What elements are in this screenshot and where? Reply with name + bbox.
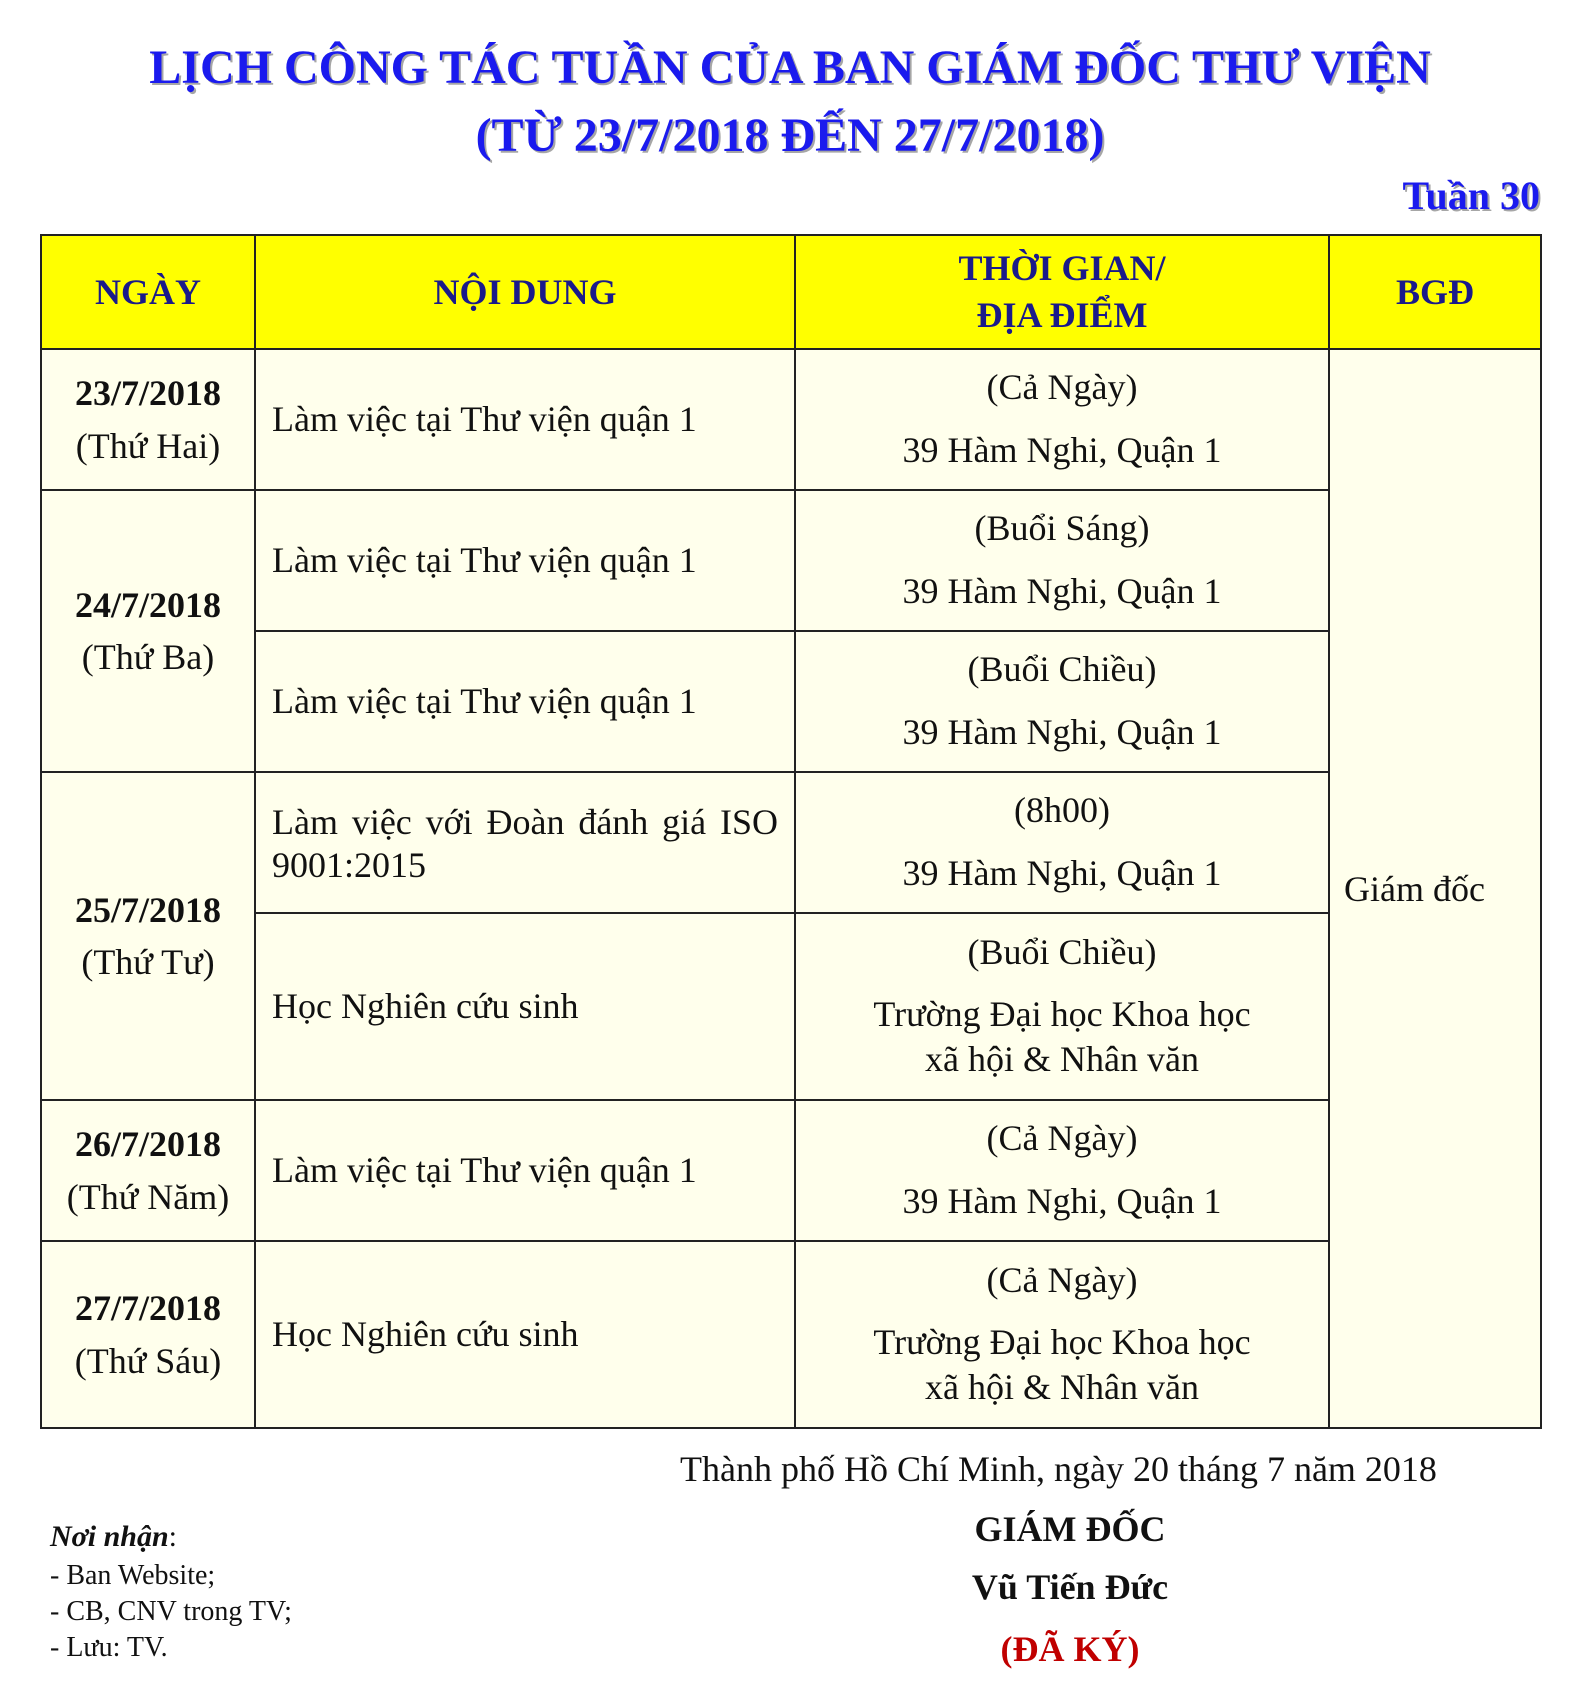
- time-place-cell: [795, 1241, 1329, 1428]
- time-period: (Buổi Chiều): [967, 931, 1157, 972]
- place-address-line2: xã hội & Nhân văn: [925, 1039, 1199, 1080]
- content-cell: Làm việc tại Thư viện quận 1: [255, 1100, 795, 1241]
- date-value: 23/7/2018: [74, 373, 221, 414]
- signed-stamp-text: (ĐÃ KÝ): [1000, 1629, 1140, 1669]
- time-period: (Cả Ngày): [986, 1118, 1138, 1159]
- place-address: 39 Hàm Nghi, Quận 1: [902, 1180, 1222, 1221]
- time-place-cell: [795, 349, 1329, 490]
- date-value: 27/7/2018: [74, 1288, 221, 1329]
- column-header-bgd: BGĐ: [1329, 235, 1541, 349]
- date-cell: [41, 490, 255, 772]
- table-row: [41, 772, 1541, 913]
- date-range-title: (TỪ 23/7/2018 ĐẾN 27/7/2018): [475, 109, 1105, 162]
- date-value: 24/7/2018: [74, 584, 221, 625]
- place-address: 39 Hàm Nghi, Quận 1: [902, 711, 1222, 752]
- column-header-place: ĐỊA ĐIỂM: [976, 295, 1148, 335]
- date-cell: [41, 772, 255, 1100]
- place-address: 39 Hàm Nghi, Quận 1: [902, 852, 1222, 893]
- date-cell: [41, 1241, 255, 1428]
- schedule-table: [40, 234, 1542, 1429]
- table-row: [41, 1241, 1541, 1428]
- content-cell: Làm việc tại Thư viện quận 1: [255, 631, 795, 772]
- date-value: 25/7/2018: [74, 889, 221, 930]
- weekday-value: (Thứ Tư): [81, 942, 215, 982]
- signer-name: Vũ Tiến Đức: [971, 1567, 1169, 1607]
- column-header-content: NỘI DUNG: [255, 235, 795, 349]
- table-row: [41, 1100, 1541, 1241]
- recipient-item: - Lưu: TV.: [50, 1632, 168, 1663]
- place-address-line2: xã hội & Nhân văn: [925, 1367, 1199, 1408]
- content-cell: Làm việc tại Thư viện quận 1: [255, 349, 795, 490]
- content-cell: Học Nghiên cứu sinh: [255, 1241, 795, 1428]
- place-address: Trường Đại học Khoa học: [873, 994, 1251, 1035]
- content-cell: Làm việc tại Thư viện quận 1: [255, 490, 795, 631]
- content-cell: Học Nghiên cứu sinh: [255, 913, 795, 1100]
- place-address: Trường Đại học Khoa học: [873, 1322, 1251, 1363]
- table-row: [41, 913, 1541, 1100]
- time-period: (Buổi Chiều): [967, 649, 1157, 690]
- week-label: Tuần 30: [1402, 173, 1540, 218]
- time-period: (Buổi Sáng): [974, 508, 1150, 549]
- content-cell: Làm việc với Đoàn đánh giá ISO 9001:2015: [255, 772, 795, 913]
- signer-title: GIÁM ĐỐC: [974, 1509, 1166, 1549]
- column-header-time-place: [795, 235, 1329, 349]
- weekday-value: (Thứ Hai): [75, 425, 221, 466]
- bgd-cell: Giám đốc: [1329, 349, 1541, 1428]
- time-place-cell: [795, 913, 1329, 1100]
- column-header-time: THỜI GIAN/: [958, 248, 1166, 289]
- date-cell: [41, 1100, 255, 1241]
- time-period: (8h00): [1014, 790, 1110, 831]
- date-value: 26/7/2018: [74, 1124, 221, 1165]
- place-date-line: Thành phố Hồ Chí Minh, ngày 20 tháng 7 năm 2018: [680, 1449, 1437, 1489]
- weekday-value: (Thứ Sáu): [74, 1340, 222, 1381]
- page-title: LỊCH CÔNG TÁC TUẦN CỦA BAN GIÁM ĐỐC THƯ VIỆN: [149, 41, 1431, 94]
- place-address: 39 Hàm Nghi, Quận 1: [902, 429, 1222, 470]
- weekday-value: (Thứ Ba): [81, 637, 215, 677]
- time-place-cell: [795, 1100, 1329, 1241]
- time-period: (Cả Ngày): [986, 367, 1138, 408]
- recipient-item: - CB, CNV trong TV;: [50, 1596, 292, 1627]
- date-cell: [41, 349, 255, 490]
- table-row: [41, 349, 1541, 490]
- weekday-value: (Thứ Năm): [66, 1176, 230, 1217]
- column-header-date: NGÀY: [41, 235, 255, 349]
- place-address: 39 Hàm Nghi, Quận 1: [902, 570, 1222, 611]
- table-row: [41, 631, 1541, 772]
- time-period: (Cả Ngày): [986, 1259, 1138, 1300]
- table-header-row: [41, 235, 1541, 349]
- recipient-item: - Ban Website;: [50, 1560, 216, 1591]
- table-row: [41, 490, 1541, 631]
- time-place-cell: [795, 631, 1329, 772]
- time-place-cell: [795, 772, 1329, 913]
- time-place-cell: [795, 490, 1329, 631]
- recipients-label: Nơi nhận:: [50, 1520, 177, 1553]
